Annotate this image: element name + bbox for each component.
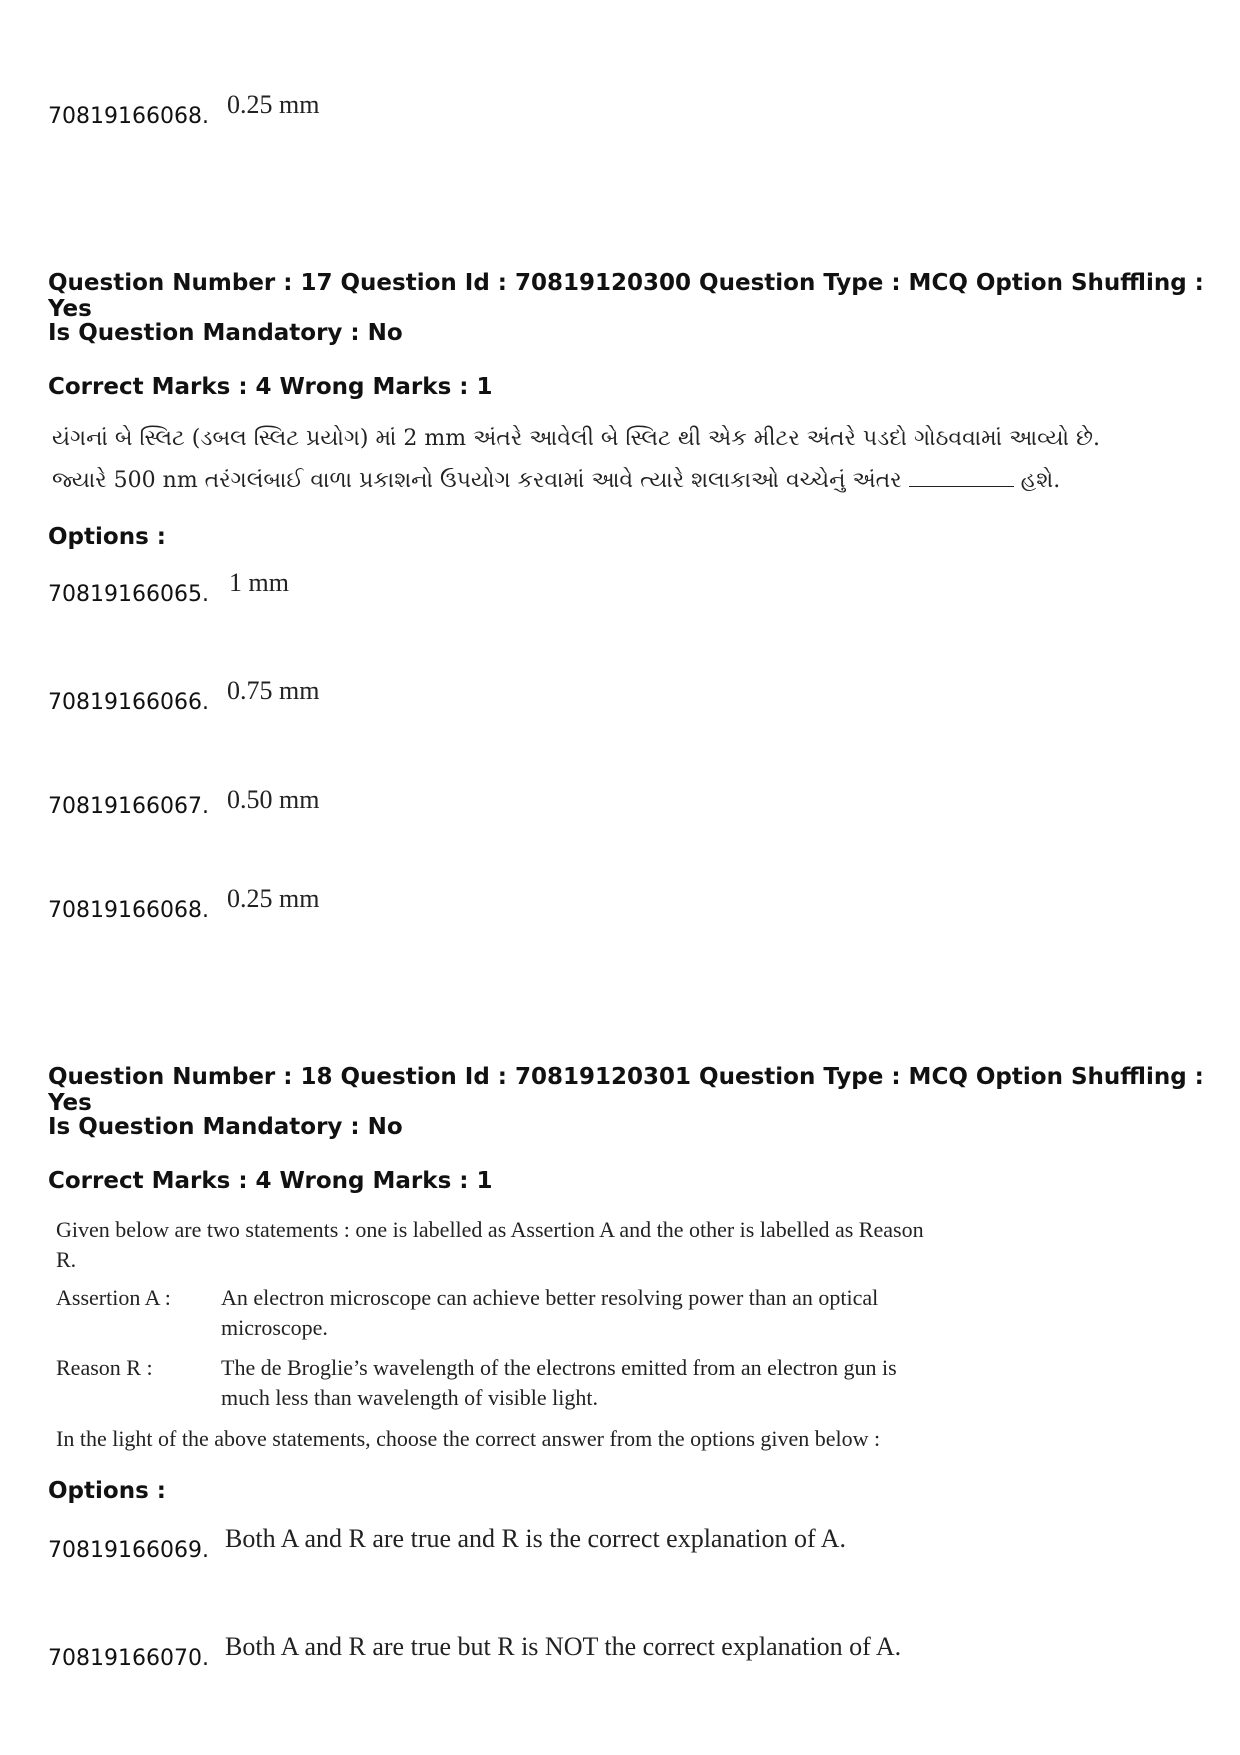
assertion-label: Assertion A : bbox=[56, 1285, 171, 1310]
question-17-mandatory: Is Question Mandatory : No bbox=[48, 320, 403, 346]
reason-text: The de Broglie’s wavelength of the electrons emitted from an electron gun is much less than wavelength of visible light. bbox=[221, 1355, 897, 1410]
option-id: 70819166065. bbox=[48, 582, 209, 607]
question-17-marks: Correct Marks : 4 Wrong Marks : 1 bbox=[48, 374, 493, 400]
question-18-mandatory: Is Question Mandatory : No bbox=[48, 1114, 403, 1140]
option-id: 70819166067. bbox=[48, 794, 209, 819]
question-18-closing: In the light of the above statements, choose the correct answer from the options given below : bbox=[56, 1426, 881, 1451]
option-text: 1 mm bbox=[229, 568, 289, 597]
option-text: Both A and R are true and R is the correct explanation of A. bbox=[225, 1524, 846, 1553]
answer-blank bbox=[909, 470, 1014, 487]
option-id: 70819166069. bbox=[48, 1538, 209, 1563]
question-18-marks: Correct Marks : 4 Wrong Marks : 1 bbox=[48, 1168, 493, 1194]
options-label: Options : bbox=[48, 1478, 166, 1504]
reason-label: Reason R : bbox=[56, 1355, 153, 1380]
question-17-text-line2 bbox=[52, 468, 1060, 493]
option-id: 70819166070. bbox=[48, 1646, 209, 1671]
question-18-intro: Given below are two statements : one is labelled as Assertion A and the other is labelled as Reason R. bbox=[56, 1217, 924, 1272]
option-text: 0.50 mm bbox=[227, 785, 320, 814]
question-17-text-line2-b: હશે. bbox=[1020, 468, 1061, 493]
options-label: Options : bbox=[48, 524, 166, 550]
option-text: 0.75 mm bbox=[227, 676, 320, 705]
option-id: 70819166068. bbox=[48, 104, 209, 129]
option-id: 70819166068. bbox=[48, 898, 209, 923]
question-18-header: Question Number : 18 Question Id : 70819120301 Question Type : MCQ Option Shuffling : Yes bbox=[48, 1064, 1204, 1116]
question-17-text-line1: યંગનાં બે સ્લિટ (ડબલ સ્લિટ પ્રયોગ) માં 2 mm અંતરે આવેલી બે સ્લિટ થી એક મીટર અંતરે પડદો ગોઠવવામાં આવ્યો છે. bbox=[52, 426, 1101, 451]
question-17-header: Question Number : 17 Question Id : 70819120300 Question Type : MCQ Option Shuffling : Yes bbox=[48, 270, 1204, 322]
option-text: 0.25 mm bbox=[227, 90, 320, 119]
assertion-text: An electron microscope can achieve better resolving power than an optical microscope. bbox=[221, 1285, 879, 1340]
question-17-text-line2-a: જ્યારે 500 nm તરંગલંબાઈ વાળા પ્રકાશનો ઉપયોગ કરવામાં આવે ત્યારે શલાકાઓ વચ્ચેનું અંતર bbox=[52, 468, 902, 493]
option-text: 0.25 mm bbox=[227, 884, 320, 913]
option-text: Both A and R are true but R is NOT the correct explanation of A. bbox=[225, 1632, 902, 1661]
option-id: 70819166066. bbox=[48, 690, 209, 715]
